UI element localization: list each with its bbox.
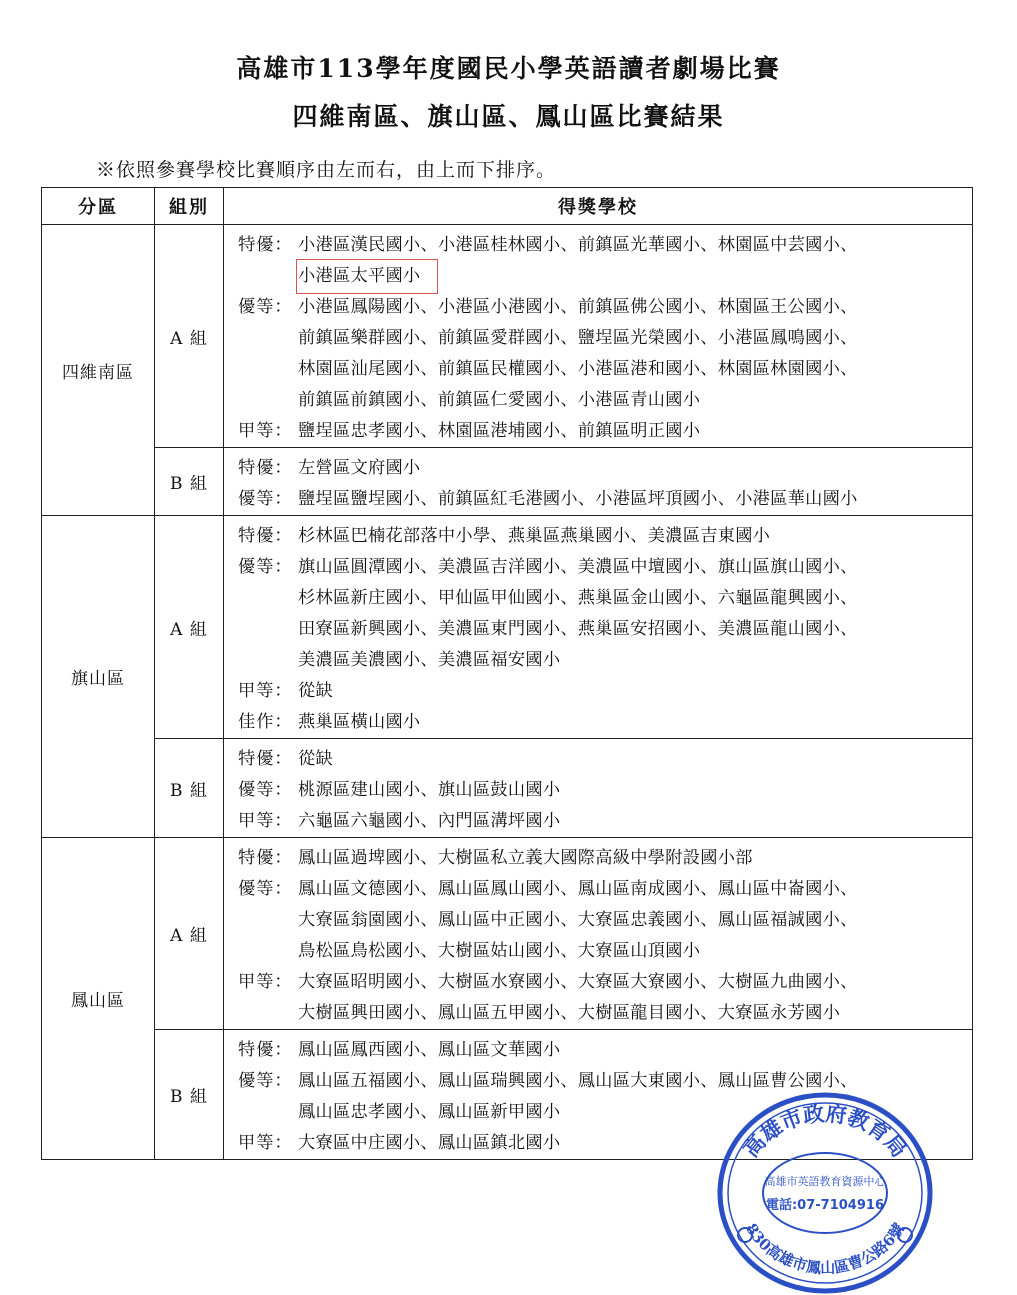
school-list-line: 鳳山區五福國小、鳳山區瑞興國小、鳳山區大東國小、鳳山區曹公國小、 (298, 1071, 858, 1091)
school-list-line: 鹽埕區鹽埕國小、前鎮區紅毛港國小、小港區坪頂國小、小港區華山國小 (298, 489, 858, 509)
header-group: 組別 (155, 188, 224, 225)
school-list-line: 大寮區翁園國小、鳳山區中正國小、大寮區忠義國小、鳳山區福誠國小、 (298, 910, 858, 930)
school-list-line: 鳳山區文德國小、鳳山區鳳山國小、鳳山區南成國小、鳳山區中崙國小、 (298, 879, 858, 899)
table-row (42, 838, 973, 1030)
award-school-list (298, 744, 333, 775)
school-list-line: 鳥松區鳥松國小、大樹區姑山國小、大寮區山頂國小 (298, 941, 701, 961)
group-cell: B 組 (155, 739, 224, 838)
award-entry (238, 843, 972, 874)
seal-address-text: 830高雄市鳳山區曹公路6號 (742, 1219, 909, 1278)
award-level-label: 優等： (238, 879, 293, 899)
award-level-label: 優等： (238, 780, 293, 800)
award-school-list (298, 552, 858, 676)
award-entry (238, 707, 972, 738)
school-list-line: 從缺 (298, 749, 333, 769)
award-level-label: 優等： (238, 489, 293, 509)
award-entry (238, 552, 972, 676)
award-entry (238, 1035, 972, 1066)
award-level-label: 優等： (238, 297, 293, 317)
award-level-label: 特優： (238, 848, 293, 868)
table-row (42, 225, 973, 448)
school-list-line: 鳳山區過埤國小、大樹區私立義大國際高級中學附設國小部 (298, 848, 753, 868)
award-level-label: 特優： (238, 749, 293, 769)
school-list-line: 小港區漢民國小、小港區桂林國小、前鎮區光華國小、林園區中芸國小、 (298, 235, 858, 255)
table-header-row (42, 188, 973, 225)
school-list-line: 六龜區六龜國小、內門區溝坪國小 (298, 811, 561, 831)
school-list-line: 鹽埕區忠孝國小、林園區港埔國小、前鎮區明正國小 (298, 421, 701, 441)
award-entry (238, 453, 972, 484)
award-school-list (298, 521, 770, 552)
group-cell: B 組 (155, 448, 224, 516)
award-entry (238, 484, 972, 515)
school-list-line: 燕巢區橫山國小 (298, 712, 421, 732)
school-list-line: 前鎮區樂群國小、前鎮區愛群國小、鹽埕區光榮國小、小港區鳳鳴國小、 (298, 328, 858, 348)
award-school-list (298, 967, 858, 1029)
school-list-line: 林園區汕尾國小、前鎮區民權國小、小港區港和國小、林園區林園國小、 (298, 359, 858, 379)
award-school-list (298, 484, 858, 515)
award-school-list (298, 453, 420, 484)
award-level-label: 優等： (238, 1071, 293, 1091)
award-level-label: 甲等： (238, 972, 293, 992)
school-list-line: 大樹區興田國小、鳳山區五甲國小、大樹區龍目國小、大寮區永芳國小 (298, 1003, 841, 1023)
results-table (41, 187, 973, 1160)
award-level-label: 特優： (238, 526, 293, 546)
award-level-label: 甲等： (238, 421, 293, 441)
school-list-line: 前鎮區前鎮國小、前鎮區仁愛國小、小港區青山國小 (298, 390, 701, 410)
school-list-line: 桃源區建山國小、旗山區鼓山國小 (298, 780, 561, 800)
school-list-line: 左營區文府國小 (298, 458, 421, 478)
award-school-list (298, 292, 858, 416)
award-level-label: 特優： (238, 1040, 293, 1060)
award-school-list (298, 843, 753, 874)
school-list-line: 大寮區昭明國小、大樹區水寮國小、大寮區大寮國小、大樹區九曲國小、 (298, 972, 858, 992)
award-level-label: 佳作： (238, 712, 293, 732)
school-list-line: 小港區太平國小 (298, 261, 436, 292)
document-title: 高雄市113學年度國民小學英語讀者劇場比賽 (236, 54, 781, 83)
award-entry (238, 676, 972, 707)
award-school-list (298, 1035, 560, 1066)
school-list-line: 小港區鳳陽國小、小港區小港國小、前鎮區佛公國小、林園區王公國小、 (298, 297, 858, 317)
award-entry (238, 521, 972, 552)
award-level-label: 甲等： (238, 681, 293, 701)
award-school-list (298, 676, 333, 707)
school-list-line: 鳳山區忠孝國小、鳳山區新甲國小 (298, 1102, 561, 1122)
award-entry (238, 874, 972, 967)
group-cell: A 組 (155, 838, 224, 1030)
group-cell: A 組 (155, 516, 224, 739)
table-row (42, 448, 973, 516)
seal-outer-text: 高雄市政府教育局 (737, 1100, 913, 1162)
district-cell: 旗山區 (42, 516, 155, 838)
awards-cell (224, 739, 973, 838)
award-level-label: 特優： (238, 235, 293, 255)
ordering-note: ※依照參賽學校比賽順序由左而右，由上而下排序。 (96, 159, 557, 181)
award-entry (238, 230, 972, 292)
seal-phone-text: 電話:07-7104916 (765, 1198, 885, 1213)
school-list-line: 田寮區新興國小、美濃區東門國小、燕巢區安招國小、美濃區龍山國小、 (298, 619, 858, 639)
school-list-line: 從缺 (298, 681, 333, 701)
district-cell: 鳳山區 (42, 838, 155, 1160)
award-school-list (298, 806, 560, 837)
svg-text:830高雄市鳳山區曹公路6號 (742, 1220, 908, 1277)
award-entry (238, 416, 972, 447)
school-list-line: 美濃區美濃國小、美濃區福安國小 (298, 650, 561, 670)
header-schools: 得獎學校 (224, 188, 973, 225)
table-row (42, 739, 973, 838)
group-cell: B 組 (155, 1030, 224, 1160)
district-cell: 四維南區 (42, 225, 155, 516)
document-subtitle: 四維南區、旗山區、鳳山區比賽結果 (292, 102, 725, 131)
award-school-list (298, 874, 858, 967)
awards-cell (224, 516, 973, 739)
school-list-line: 大寮區中庄國小、鳳山區鎮北國小 (298, 1133, 561, 1153)
school-list-line: 杉林區巴楠花部落中小學、燕巢區燕巢國小、美濃區吉東國小 (298, 526, 771, 546)
award-level-label: 甲等： (238, 811, 293, 831)
seal-center-line1: 高雄市英語教育資源中心 (764, 1175, 886, 1188)
award-entry (238, 775, 972, 806)
award-level-label: 優等： (238, 557, 293, 577)
award-entry (238, 292, 972, 416)
school-list-line: 旗山區圓潭國小、美濃區吉洋國小、美濃區中壇國小、旗山區旗山國小、 (298, 557, 858, 577)
award-school-list (298, 707, 420, 738)
award-school-list (298, 416, 700, 447)
group-cell: A 組 (155, 225, 224, 448)
award-school-list (298, 230, 858, 292)
school-list-line: 杉林區新庄國小、甲仙區甲仙國小、燕巢區金山國小、六龜區龍興國小、 (298, 588, 858, 608)
school-list-line: 鳳山區鳳西國小、鳳山區文華國小 (298, 1040, 561, 1060)
award-school-list (298, 775, 560, 806)
official-seal (715, 1085, 935, 1295)
table-row (42, 516, 973, 739)
awards-cell (224, 838, 973, 1030)
award-entry (238, 967, 972, 1029)
award-level-label: 特優： (238, 458, 293, 478)
award-school-list (298, 1128, 560, 1159)
awards-cell (224, 448, 973, 516)
awards-cell (224, 225, 973, 448)
header-district: 分區 (42, 188, 155, 225)
results-body (42, 225, 973, 1160)
award-entry (238, 806, 972, 837)
award-level-label: 甲等： (238, 1133, 293, 1153)
award-entry (238, 744, 972, 775)
